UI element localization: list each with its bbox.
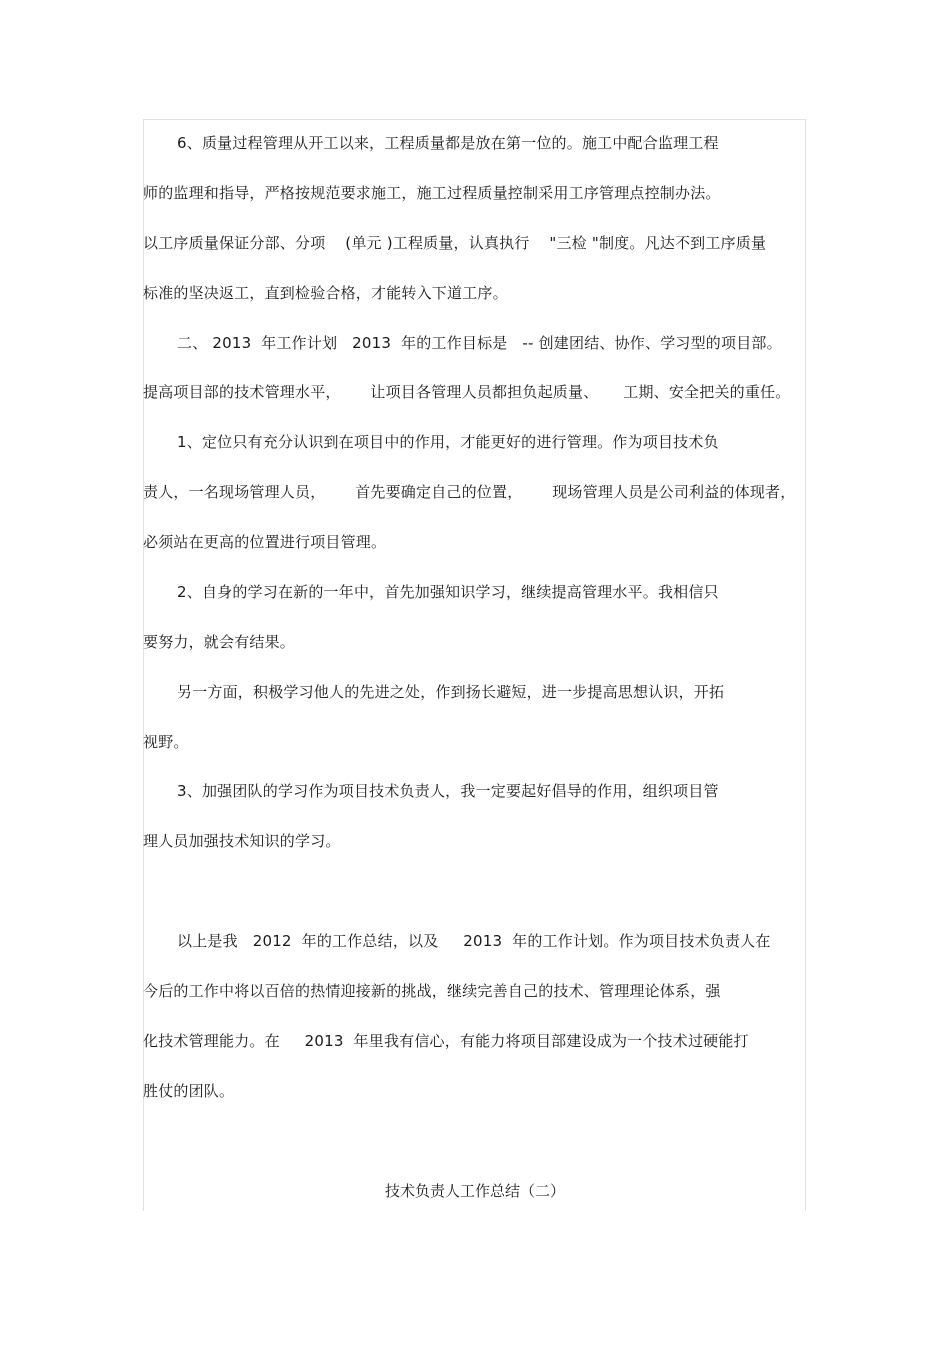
text-line-4: 标准的坚决返工，直到检验合格，才能转入下道工序。 [143,284,508,302]
text-line-2: 师的监理和指导，严格按规范要求施工，施工过程质量控制采用工序管理点控制办法。 [143,184,721,202]
text-line-5: 二、 2013 年工作计划 2013 年的工作目标是 -- 创建团结、协作、学习型的项目部。 [177,334,782,352]
section-title: 技术负责人工作总结（二） [384,1182,565,1200]
text-line-15: 理人员加强技术知识的学习。 [143,832,341,850]
text-line-3: 以工序质量保证分部、分项 (单元 )工程质量，认真执行 "三检 "制度。凡达不到工序质量 [143,234,767,252]
text-line-18: 化技术管理能力。在 2013 年里我有信心，有能力将项目部建设成为一个技术过硬能打 [143,1032,749,1050]
text-line-12: 另一方面，积极学习他人的先进之处，作到扬长避短，进一步提高思想认识，开拓 [177,683,725,701]
text-line-8: 责人，一名现场管理人员， 首先要确定自己的位置， 现场管理人员是公司利益的体现者， [143,483,796,501]
text-line-14: 3、加强团队的学习作为项目技术负责人，我一定要起好倡导的作用，组织项目管 [177,782,719,800]
text-line-13: 视野。 [143,733,189,751]
text-line-6: 提高项目部的技术管理水平， 让项目各管理人员都担负起质量、 工期、安全把关的重任。 [143,383,791,401]
text-line-19: 胜仗的团队。 [143,1082,235,1100]
text-line-9: 必须站在更高的位置进行项目管理。 [143,533,387,551]
text-line-7: 1、定位只有充分认识到在项目中的作用，才能更好的进行管理。作为项目技术负 [177,433,719,451]
text-line-11: 要努力，就会有结果。 [143,633,296,651]
text-line-1: 6、质量过程管理从开工以来，工程质量都是放在第一位的。施工中配合监理工程 [177,134,719,152]
text-line-16: 以上是我 2012 年的工作总结，以及 2013 年的工作计划。作为项目技术负责人在 [177,932,771,950]
text-line-17: 今后的工作中将以百倍的热情迎接新的挑战，继续完善自己的技术、管理理论体系，强 [143,982,721,1000]
text-line-10: 2、自身的学习在新的一年中，首先加强知识学习，继续提高管理水平。我相信只 [177,583,719,601]
